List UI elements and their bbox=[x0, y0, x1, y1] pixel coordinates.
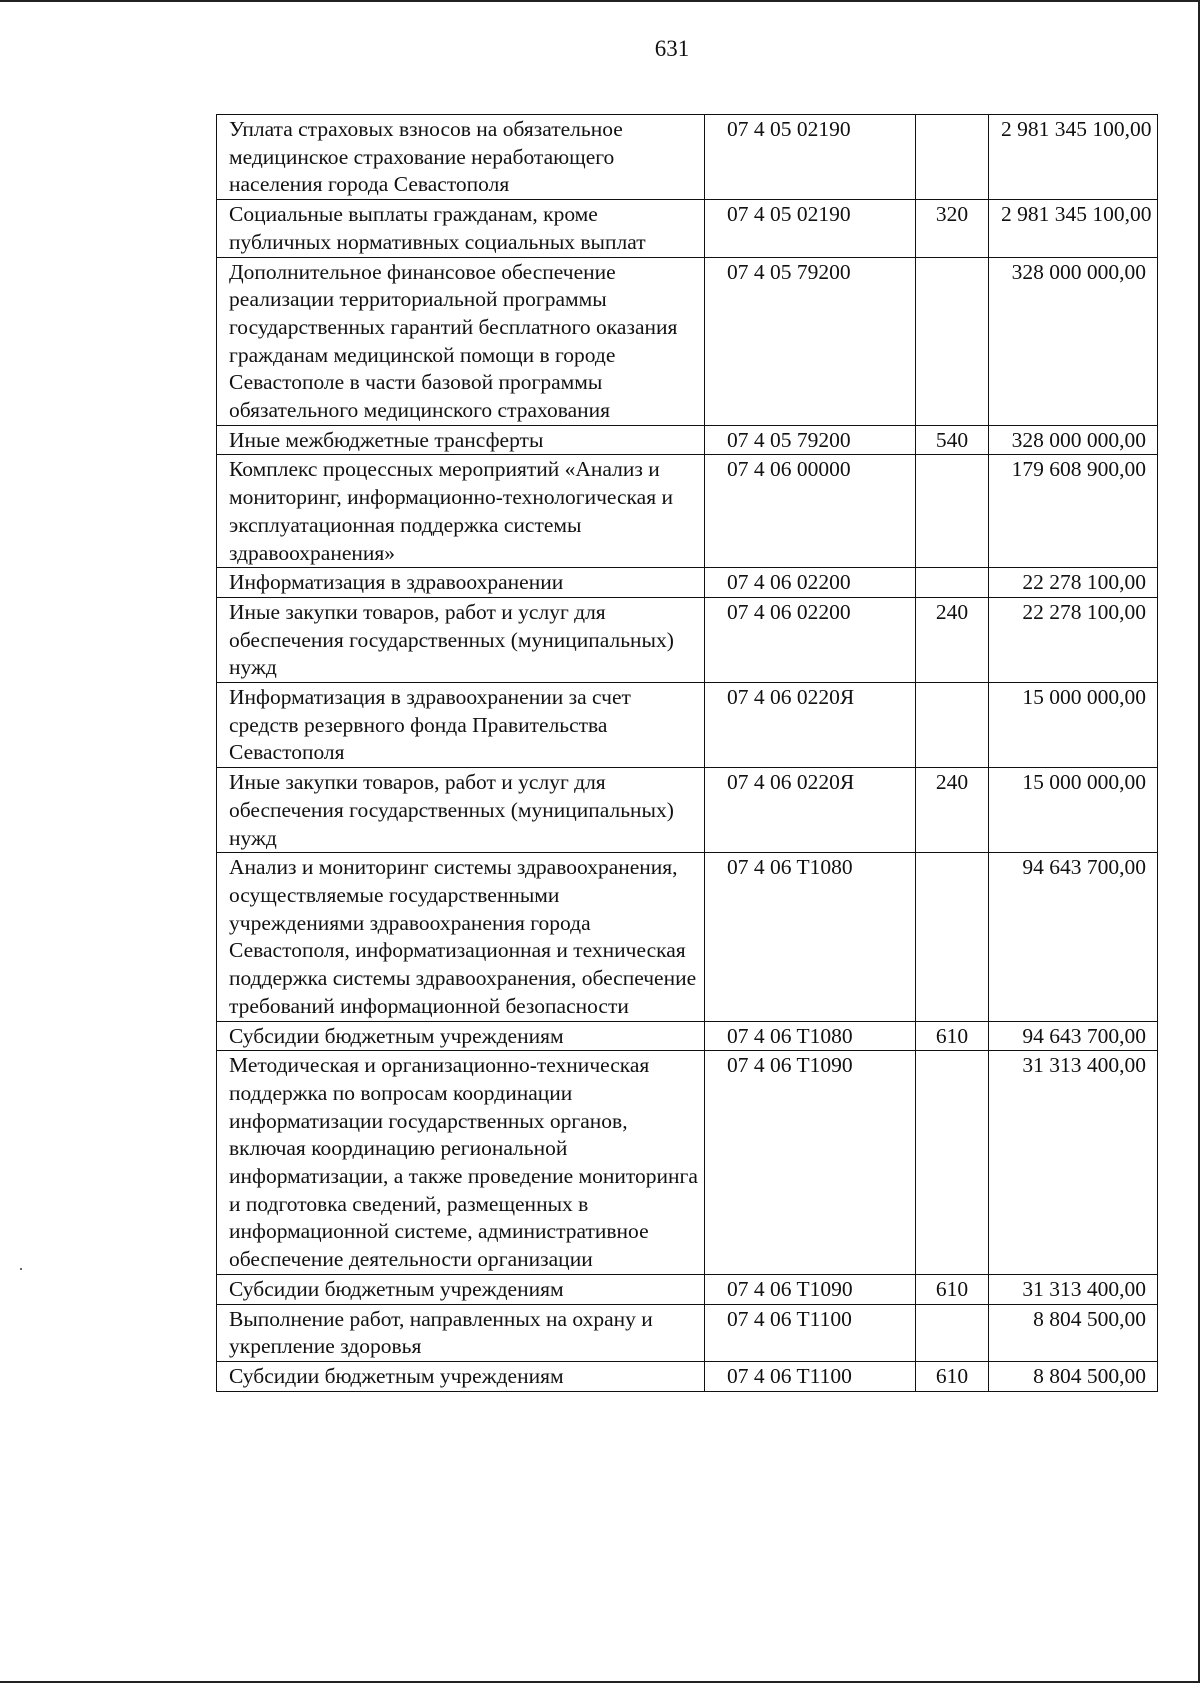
row-expense-type-cell: 610 bbox=[916, 1021, 989, 1051]
row-amount-cell: 22 278 100,00 bbox=[989, 568, 1158, 598]
row-code-cell: 07 4 06 T1090 bbox=[705, 1051, 916, 1275]
row-code-cell: 07 4 06 0220Я bbox=[705, 683, 916, 768]
row-name-cell: Иные закупки товаров, работ и услуг для обеспечения государственных (муниципальных) нужд bbox=[217, 597, 705, 682]
table-row bbox=[217, 853, 1158, 1021]
table-row bbox=[217, 768, 1158, 853]
row-amount-cell: 31 313 400,00 bbox=[989, 1051, 1158, 1275]
table-row bbox=[217, 1361, 1158, 1391]
row-expense-type-cell: 320 bbox=[916, 200, 989, 257]
row-expense-type-cell bbox=[916, 683, 989, 768]
row-code-cell: 07 4 06 T1080 bbox=[705, 853, 916, 1021]
row-name-cell: Иные межбюджетные трансферты bbox=[217, 425, 705, 455]
row-name-cell: Социальные выплаты гражданам, кроме публичных нормативных социальных выплат bbox=[217, 200, 705, 257]
page-number: 631 bbox=[654, 36, 690, 61]
row-amount-cell: 94 643 700,00 bbox=[989, 1021, 1158, 1051]
table-row bbox=[217, 1051, 1158, 1275]
row-amount-cell: 328 000 000,00 bbox=[989, 425, 1158, 455]
row-expense-type-cell bbox=[916, 1051, 989, 1275]
row-amount-cell: 31 313 400,00 bbox=[989, 1274, 1158, 1304]
table-row bbox=[217, 455, 1158, 568]
row-name-cell: Иные закупки товаров, работ и услуг для обеспечения государственных (муниципальных) нужд bbox=[217, 768, 705, 853]
row-name-cell: Выполнение работ, направленных на охрану и укрепление здоровья bbox=[217, 1304, 705, 1361]
row-name-cell: Субсидии бюджетным учреждениям bbox=[217, 1361, 705, 1391]
row-code-cell: 07 4 05 79200 bbox=[705, 257, 916, 425]
row-code-cell: 07 4 06 T1090 bbox=[705, 1274, 916, 1304]
table-row bbox=[217, 1274, 1158, 1304]
row-amount-cell: 15 000 000,00 bbox=[989, 768, 1158, 853]
table-row bbox=[217, 1021, 1158, 1051]
row-amount-cell: 94 643 700,00 bbox=[989, 853, 1158, 1021]
table-row bbox=[217, 200, 1158, 257]
row-amount-cell: 8 804 500,00 bbox=[989, 1361, 1158, 1391]
row-code-cell: 07 4 06 02200 bbox=[705, 568, 916, 598]
budget-table bbox=[216, 114, 1158, 1392]
table-row bbox=[217, 683, 1158, 768]
row-code-cell: 07 4 05 79200 bbox=[705, 425, 916, 455]
table-row bbox=[217, 597, 1158, 682]
row-code-cell: 07 4 05 02190 bbox=[705, 200, 916, 257]
row-expense-type-cell bbox=[916, 568, 989, 598]
row-expense-type-cell: 240 bbox=[916, 597, 989, 682]
table-row bbox=[217, 1304, 1158, 1361]
row-name-cell: Информатизация в здравоохранении за счет средств резервного фонда Правительства Севастополя bbox=[217, 683, 705, 768]
row-code-cell: 07 4 06 T1080 bbox=[705, 1021, 916, 1051]
row-expense-type-cell: 240 bbox=[916, 768, 989, 853]
table-row bbox=[217, 568, 1158, 598]
row-amount-cell: 179 608 900,00 bbox=[989, 455, 1158, 568]
row-expense-type-cell: 610 bbox=[916, 1274, 989, 1304]
row-name-cell: Субсидии бюджетным учреждениям bbox=[217, 1021, 705, 1051]
row-amount-cell: 2 981 345 100,00 bbox=[989, 200, 1158, 257]
table-row bbox=[217, 425, 1158, 455]
row-code-cell: 07 4 05 02190 bbox=[705, 115, 916, 200]
row-expense-type-cell bbox=[916, 853, 989, 1021]
row-expense-type-cell: 610 bbox=[916, 1361, 989, 1391]
row-name-cell: Субсидии бюджетным учреждениям bbox=[217, 1274, 705, 1304]
row-expense-type-cell: 540 bbox=[916, 425, 989, 455]
row-amount-cell: 328 000 000,00 bbox=[989, 257, 1158, 425]
row-code-cell: 07 4 06 00000 bbox=[705, 455, 916, 568]
row-name-cell: Методическая и организационно-техническая поддержка по вопросам координации информатизации государственных органов, включая координацию региональной информатизации, а также проведение мониторинга и подготовка сведений, размещенных в информационной системе, административное обеспечение деятельности организации bbox=[217, 1051, 705, 1275]
row-amount-cell: 15 000 000,00 bbox=[989, 683, 1158, 768]
row-code-cell: 07 4 06 T1100 bbox=[705, 1304, 916, 1361]
row-expense-type-cell bbox=[916, 115, 989, 200]
row-code-cell: 07 4 06 0220Я bbox=[705, 768, 916, 853]
row-name-cell: Комплекс процессных мероприятий «Анализ и мониторинг, информационно-технологическая и эксплуатационная поддержка системы здравоохранения» bbox=[217, 455, 705, 568]
row-amount-cell: 22 278 100,00 bbox=[989, 597, 1158, 682]
row-code-cell: 07 4 06 02200 bbox=[705, 597, 916, 682]
row-expense-type-cell bbox=[916, 257, 989, 425]
scan-speck bbox=[20, 1268, 22, 1270]
table-row bbox=[217, 115, 1158, 200]
row-code-cell: 07 4 06 T1100 bbox=[705, 1361, 916, 1391]
row-amount-cell: 2 981 345 100,00 bbox=[989, 115, 1158, 200]
row-expense-type-cell bbox=[916, 455, 989, 568]
row-expense-type-cell bbox=[916, 1304, 989, 1361]
row-name-cell: Дополнительное финансовое обеспечение реализации территориальной программы государственных гарантий бесплатного оказания гражданам медицинской помощи в городе Севастополе в части базовой программы обязательного медицинского страхования bbox=[217, 257, 705, 425]
row-name-cell: Уплата страховых взносов на обязательное медицинское страхование неработающего населения города Севастополя bbox=[217, 115, 705, 200]
budget-table-body bbox=[217, 115, 1158, 1392]
row-name-cell: Анализ и мониторинг системы здравоохранения, осуществляемые государственными учреждениями здравоохранения города Севастополя, информатизационная и техническая поддержка системы здравоохранения, обеспечение требований информационной безопасности bbox=[217, 853, 705, 1021]
row-name-cell: Информатизация в здравоохранении bbox=[217, 568, 705, 598]
table-row bbox=[217, 257, 1158, 425]
row-amount-cell: 8 804 500,00 bbox=[989, 1304, 1158, 1361]
